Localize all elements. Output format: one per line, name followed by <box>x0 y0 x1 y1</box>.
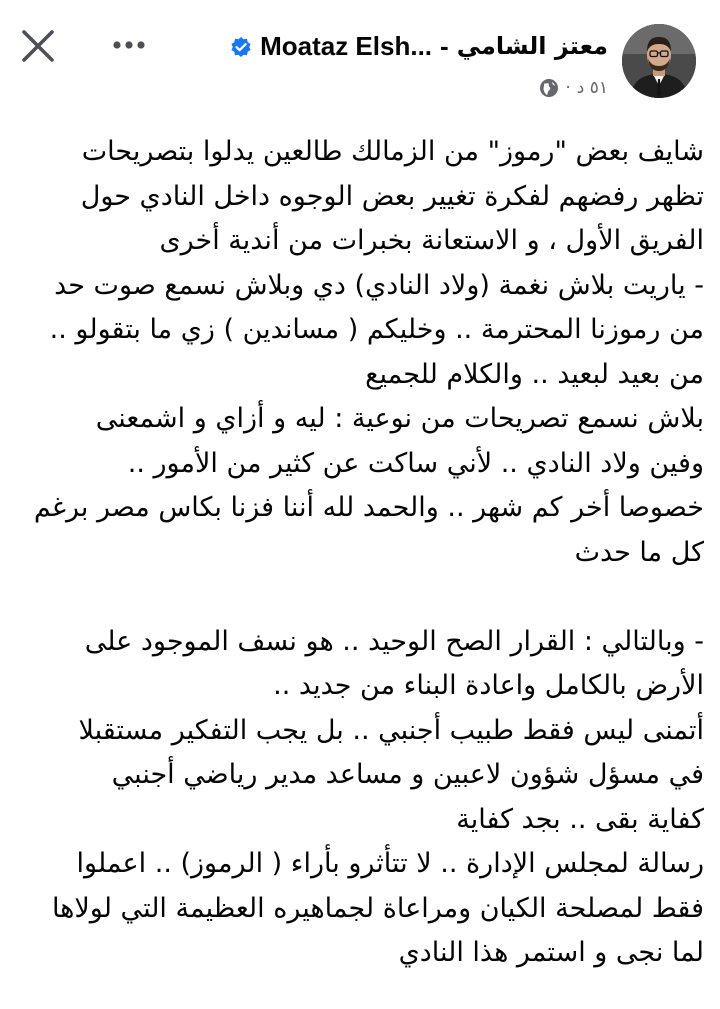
post-line: - وبالتالي : القرار الصح الوحيد .. هو نسف الموجود على <box>84 625 704 657</box>
globe-icon[interactable] <box>539 78 559 98</box>
post-line: الأرض بالكامل واعادة البناء من جديد .. <box>273 670 704 701</box>
post-line: من بعيد لبعيد .. والكلام للجميع <box>365 358 704 390</box>
post-blank-line <box>28 575 704 620</box>
post-line: أتمنى ليس فقط طبيب أجنبي .. بل يجب التفكير مستقبلا <box>78 714 704 746</box>
post-meta <box>539 78 608 98</box>
verified-badge-icon <box>230 36 252 58</box>
post-line: الفريق الأول ، و الاستعانة بخبرات من أندية أخرى <box>159 225 704 256</box>
more-dots-icon <box>108 30 150 60</box>
author-name-latin[interactable]: Moataz Elsh... <box>260 30 433 61</box>
avatar[interactable] <box>622 24 696 98</box>
post-line: وفين ولاد النادي .. لأني ساكت عن كثير من الأمور .. <box>127 447 704 479</box>
author-name-row[interactable] <box>228 28 608 64</box>
close-button[interactable] <box>18 26 58 66</box>
close-icon <box>18 26 58 66</box>
post-timestamp[interactable]: ٥١ د <box>576 78 608 98</box>
post-line: لما نجى و استمر هذا النادي <box>398 937 704 968</box>
post-header <box>0 0 720 118</box>
meta-dot: · <box>565 78 571 98</box>
post-line: بلاش نسمع تصريحات من نوعية : ليه و أزاي و اشمعنى <box>95 403 704 434</box>
post-line: في مسؤل شؤون لاعبين و مساعد مدير رياضي أجنبي <box>111 759 704 790</box>
post-line: شايف بعض "رموز" من الزمالك طالعين يدلوا بتصريحات <box>81 136 704 167</box>
post-line: تظهر رفضهم لفكرة تغيير بعض الوجوه داخل النادي حول <box>80 180 704 212</box>
post-line: فقط لمصلحة الكيان ومراعاة لجماهيره العظيمة التي لولاها <box>51 892 704 924</box>
post-line: كل ما حدث <box>574 536 704 568</box>
post-line: كفاية بقى .. بجد كفاية <box>456 803 704 835</box>
author-name-arabic[interactable]: معتز الشامي <box>456 32 608 60</box>
post-line: رسالة لمجلس الإدارة .. لا تتأثرو بأراء ( الرموز) .. اعملوا <box>76 848 704 879</box>
more-options-button[interactable] <box>108 30 150 60</box>
post-text <box>28 130 704 976</box>
author-name-separator: - <box>440 30 449 61</box>
post-line: - ياريت بلاش نغمة (ولاد النادي) دي وبلاش نسمع صوت حد <box>54 269 704 301</box>
post-line: من رموزنا المحترمة .. وخليكم ( مساندين ) زي ما بتقولو .. <box>49 314 704 345</box>
profile-photo <box>622 24 696 98</box>
post-line: خصوصا أخر كم شهر .. والحمد لله أننا فزنا بكاس مصر برغم <box>33 492 704 523</box>
